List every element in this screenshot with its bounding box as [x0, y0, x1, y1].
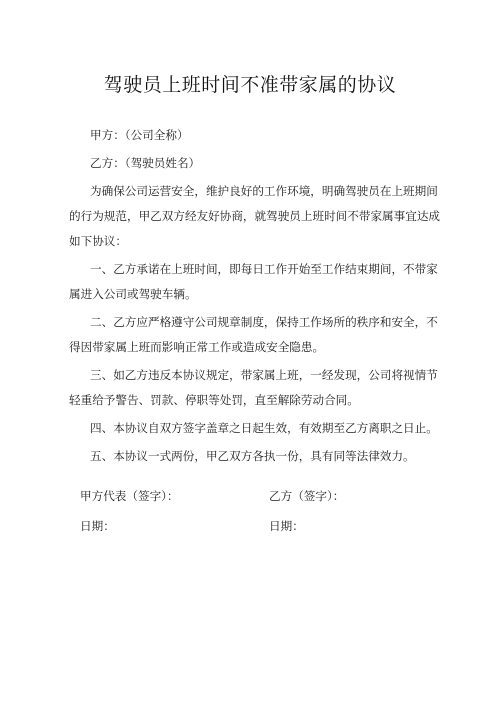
clause-5 — [69, 444, 441, 469]
clause-line: 五、本协议一式两份，甲乙双方各执一份，具有同等法律效力。 — [90, 449, 415, 463]
intro-paragraph — [69, 179, 441, 254]
document-title: 驾驶员上班时间不准带家属的协议 — [103, 74, 397, 96]
document-body — [69, 123, 441, 469]
clause-4 — [69, 416, 441, 441]
clause-2 — [69, 310, 441, 360]
clause-line: 四、本协议自双方签字盖章之日起生效，有效期至乙方离职之日止。 — [90, 421, 438, 435]
date-left: 日期： — [80, 519, 115, 533]
clause-line: 得因带家属上班而影响正常工作或造成安全隐患。 — [69, 340, 325, 354]
party-a-rep-signature: 甲方代表（签字）： — [80, 489, 179, 503]
clause-line: 一、乙方承诺在上班时间，即每日工作开始至工作结束期间，不带家 — [90, 262, 438, 276]
intro-line: 的行为规范，甲乙双方经友好协商，就驾驶员上班时间不带家属事宜达成 — [69, 209, 441, 223]
party-a-line: 甲方：（公司全称） — [90, 128, 189, 142]
clause-line: 三、如乙方违反本协议规定，带家属上班，一经发现，公司将视情节 — [90, 368, 438, 382]
clause-3 — [69, 363, 441, 413]
clause-line: 属进入公司或驾驶车辆。 — [69, 287, 197, 301]
intro-line: 为确保公司运营安全，维护良好的工作环境，明确驾驶员在上班期间 — [90, 184, 438, 198]
date-right: 日期： — [269, 519, 304, 533]
intro-line: 如下协议： — [69, 234, 127, 248]
clause-line: 轻重给予警告、罚款、停职等处罚，直至解除劳动合同。 — [69, 393, 359, 407]
party-b-line: 乙方：（驾驶员姓名） — [90, 156, 201, 170]
party-b-signature: 乙方（签字）： — [269, 489, 345, 503]
clause-1 — [69, 257, 441, 307]
clause-line: 二、乙方应严格遵守公司规章制度，保持工作场所的秩序和安全，不 — [90, 315, 438, 329]
